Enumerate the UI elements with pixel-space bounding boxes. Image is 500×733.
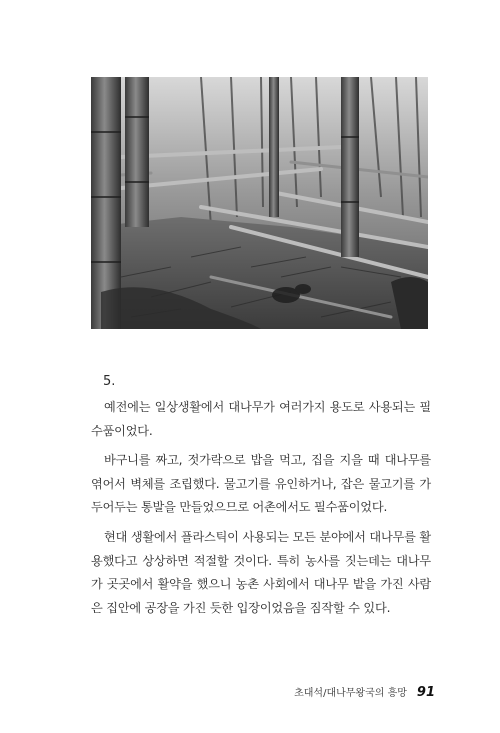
- running-title: 초대석/대나무왕국의 흥망: [294, 688, 407, 699]
- page-footer: [294, 684, 435, 700]
- bamboo-forest-illustration: [91, 77, 428, 329]
- bamboo-forest-photo: [91, 77, 428, 329]
- paragraph: 예전에는 일상생활에서 대나무가 여러가지 용도로 사용되는 필수품이었다.: [91, 400, 431, 438]
- paragraph: 바구니를 짜고, 젓가락으로 밥을 먹고, 집을 지을 때 대나무를 엮어서 벽체를 조립했다. 물고기를 유인하거나, 잡은 물고기를 가두어두는 통발을 만들었으므로 어촌에서도 필수품이었다.: [91, 453, 431, 515]
- body-text: [91, 396, 431, 626]
- section-number: 5.: [103, 374, 116, 389]
- paragraph: 현대 생활에서 플라스틱이 사용되는 모든 분야에서 대나무를 활용했다고 상상하면 적절할 것이다. 특히 농사를 짓는데는 대나무가 곳곳에서 활약을 했으니 농촌 사회에서 대나무 밭을 가진 사람은 집안에 공장을 가진 듯한 입장이었음을 짐작할 수 있다.: [91, 529, 431, 615]
- page-number: 91: [416, 685, 435, 700]
